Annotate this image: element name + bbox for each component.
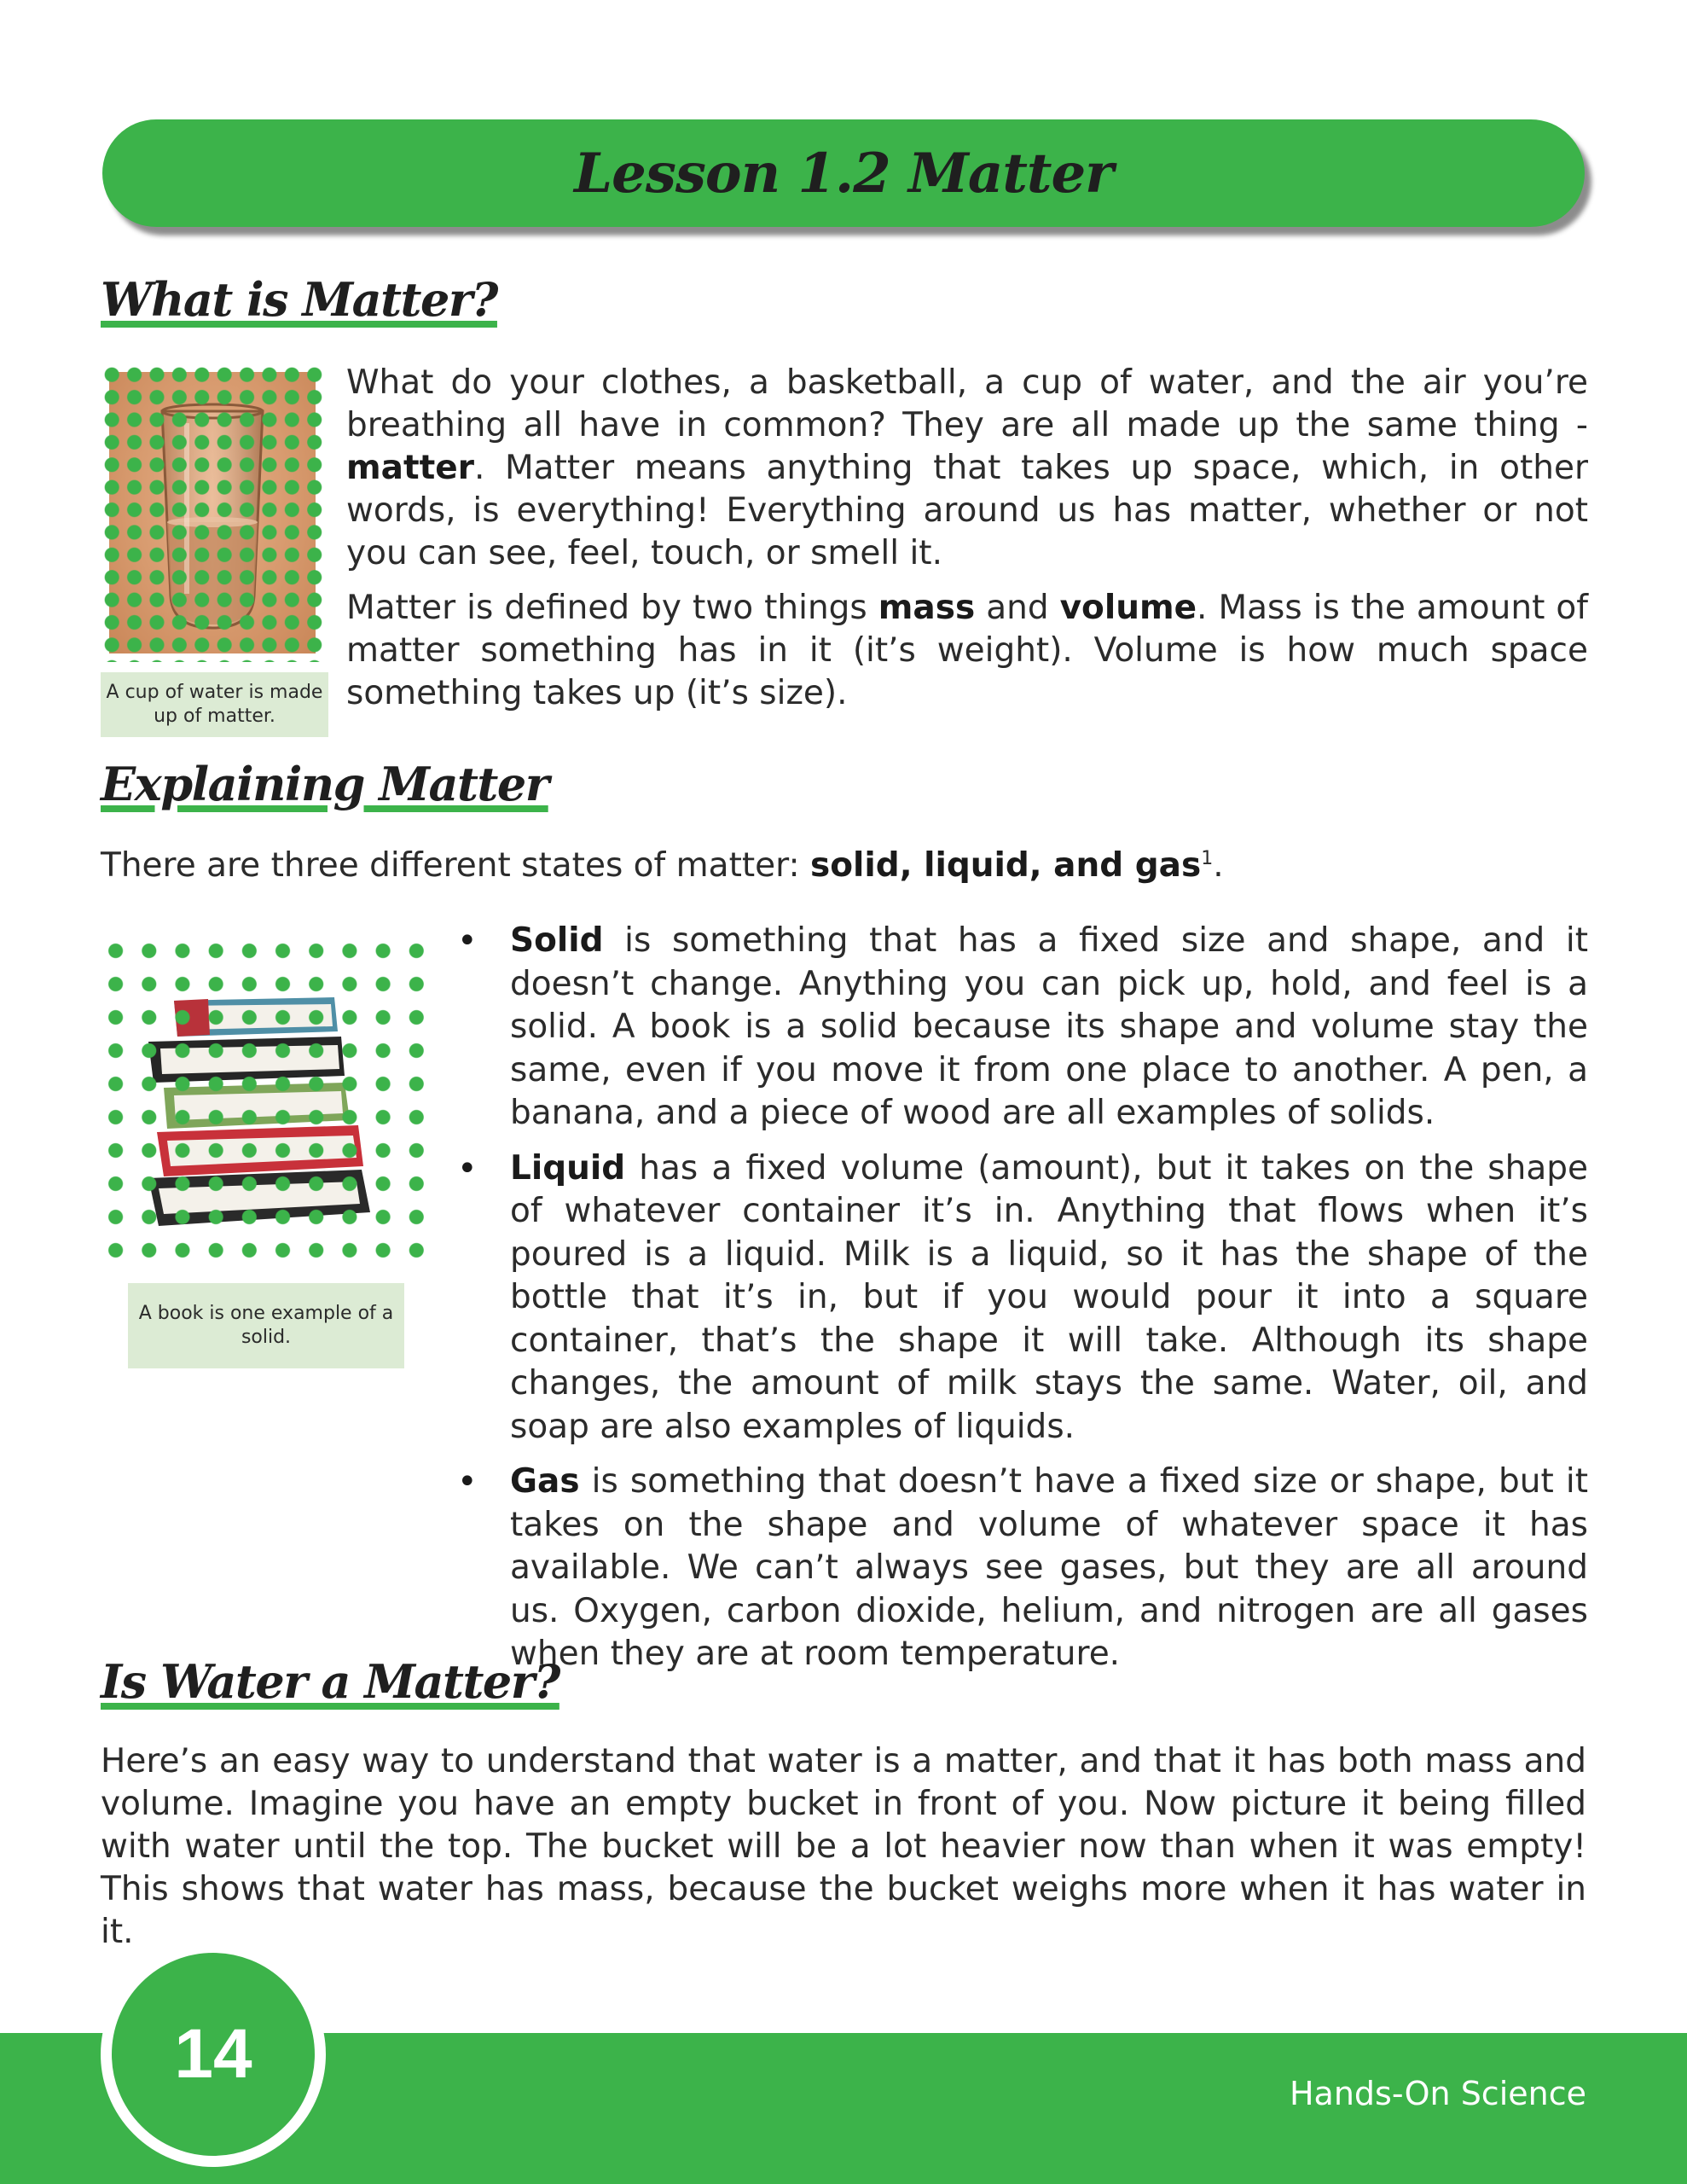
states-intro-period: . [1213,846,1224,885]
mass-text-e: . Mass is the amount of matter something has in it (it’s weight). Volume is how much space something takes up (it’s size). [346,589,1588,712]
term-volume: volume [1059,589,1197,627]
solid-description: is something that has a fixed size and shape, and it doesn’t change. Anything you can pick up, hold, and feel is a solid. A book is a solid because its shape and volume stay the same, even if you move it from one place to another. A pen, a banana, and a piece of wood are all examples of solids. [510,921,1588,1132]
lesson-banner [102,119,1585,227]
page-number: 14 [174,2015,252,2093]
states-list-items [457,920,1588,1688]
list-item-gas [457,1461,1588,1676]
glass-caption: A cup of water is made up of matter. [101,672,328,737]
term-gas: Gas [510,1462,580,1501]
book-caption: A book is one example of a solid. [128,1283,404,1368]
intro-paragraph [346,362,1588,575]
liquid-description: has a fixed volume (amount), but it takes on the shape of whatever container it’s in. Anything that flows when it’s poured is a liquid. Milk is a liquid, so it has the shape of the bottle that it’s in, but if you would pour it into a square container, that’s the shape it will take. Although its shape changes, the amount of milk stays the same. Water, oil, and soap are also examples of liquids. [510,1148,1588,1446]
mass-volume-paragraph [346,587,1588,715]
gas-description: is something that doesn’t have a fixed size or shape, but it takes on the shape and volume of whatever space it has available. We can’t always see gases, but they are all around us. Oxygen, carbon dioxide, helium, and nitrogen are all gases when they are at room temperature. [510,1462,1588,1673]
states-intro [101,845,1585,887]
dotted-frame [99,934,433,1267]
book-title: Hands-On Science [1289,2075,1586,2112]
section-title-what-is-matter: What is Matter? [101,272,497,327]
page-number-badge [101,1942,326,2167]
list-item-liquid [457,1147,1588,1449]
mass-text-a: Matter is defined by two things [346,589,878,627]
mass-text-c: and [975,589,1060,627]
states-intro-text: There are three different states of matter: [101,846,811,885]
term-liquid: Liquid [510,1148,626,1188]
term-solid: Solid [510,921,604,960]
dotted-frame [101,363,326,662]
intro-text-c: . Matter means anything that takes up space, which, in other words, is everything! Everything around us has matter, whether or not you can see, feel, touch, or smell it. [346,449,1588,572]
list-item-solid [457,920,1588,1136]
footnote-marker: 1 [1201,848,1214,869]
term-matter: matter [346,449,474,487]
states-list: solid, liquid, and gas [810,846,1202,885]
books-figure [99,934,440,1275]
water-paragraph: Here’s an easy way to understand that water is a matter, and that it has both mass and volume. Imagine you have an empty bucket in front of you. Now picture it being filled with water until the top. The bucket will be a lot heavier now than when it was empty! This shows that water has mass, because the bucket weighs more when it has water in it. [101,1742,1586,1951]
intro-text-a: What do your clothes, a basketball, a cup of water, and the air you’re breathing all have in common? They are all made up the same thing - [346,363,1588,444]
lesson-title: Lesson 1.2 Matter [574,141,1113,206]
term-mass: mass [878,589,976,627]
section-title-is-water-matter: Is Water a Matter? [101,1654,559,1709]
section-title-explaining-matter: Explaining Matter [101,757,548,811]
